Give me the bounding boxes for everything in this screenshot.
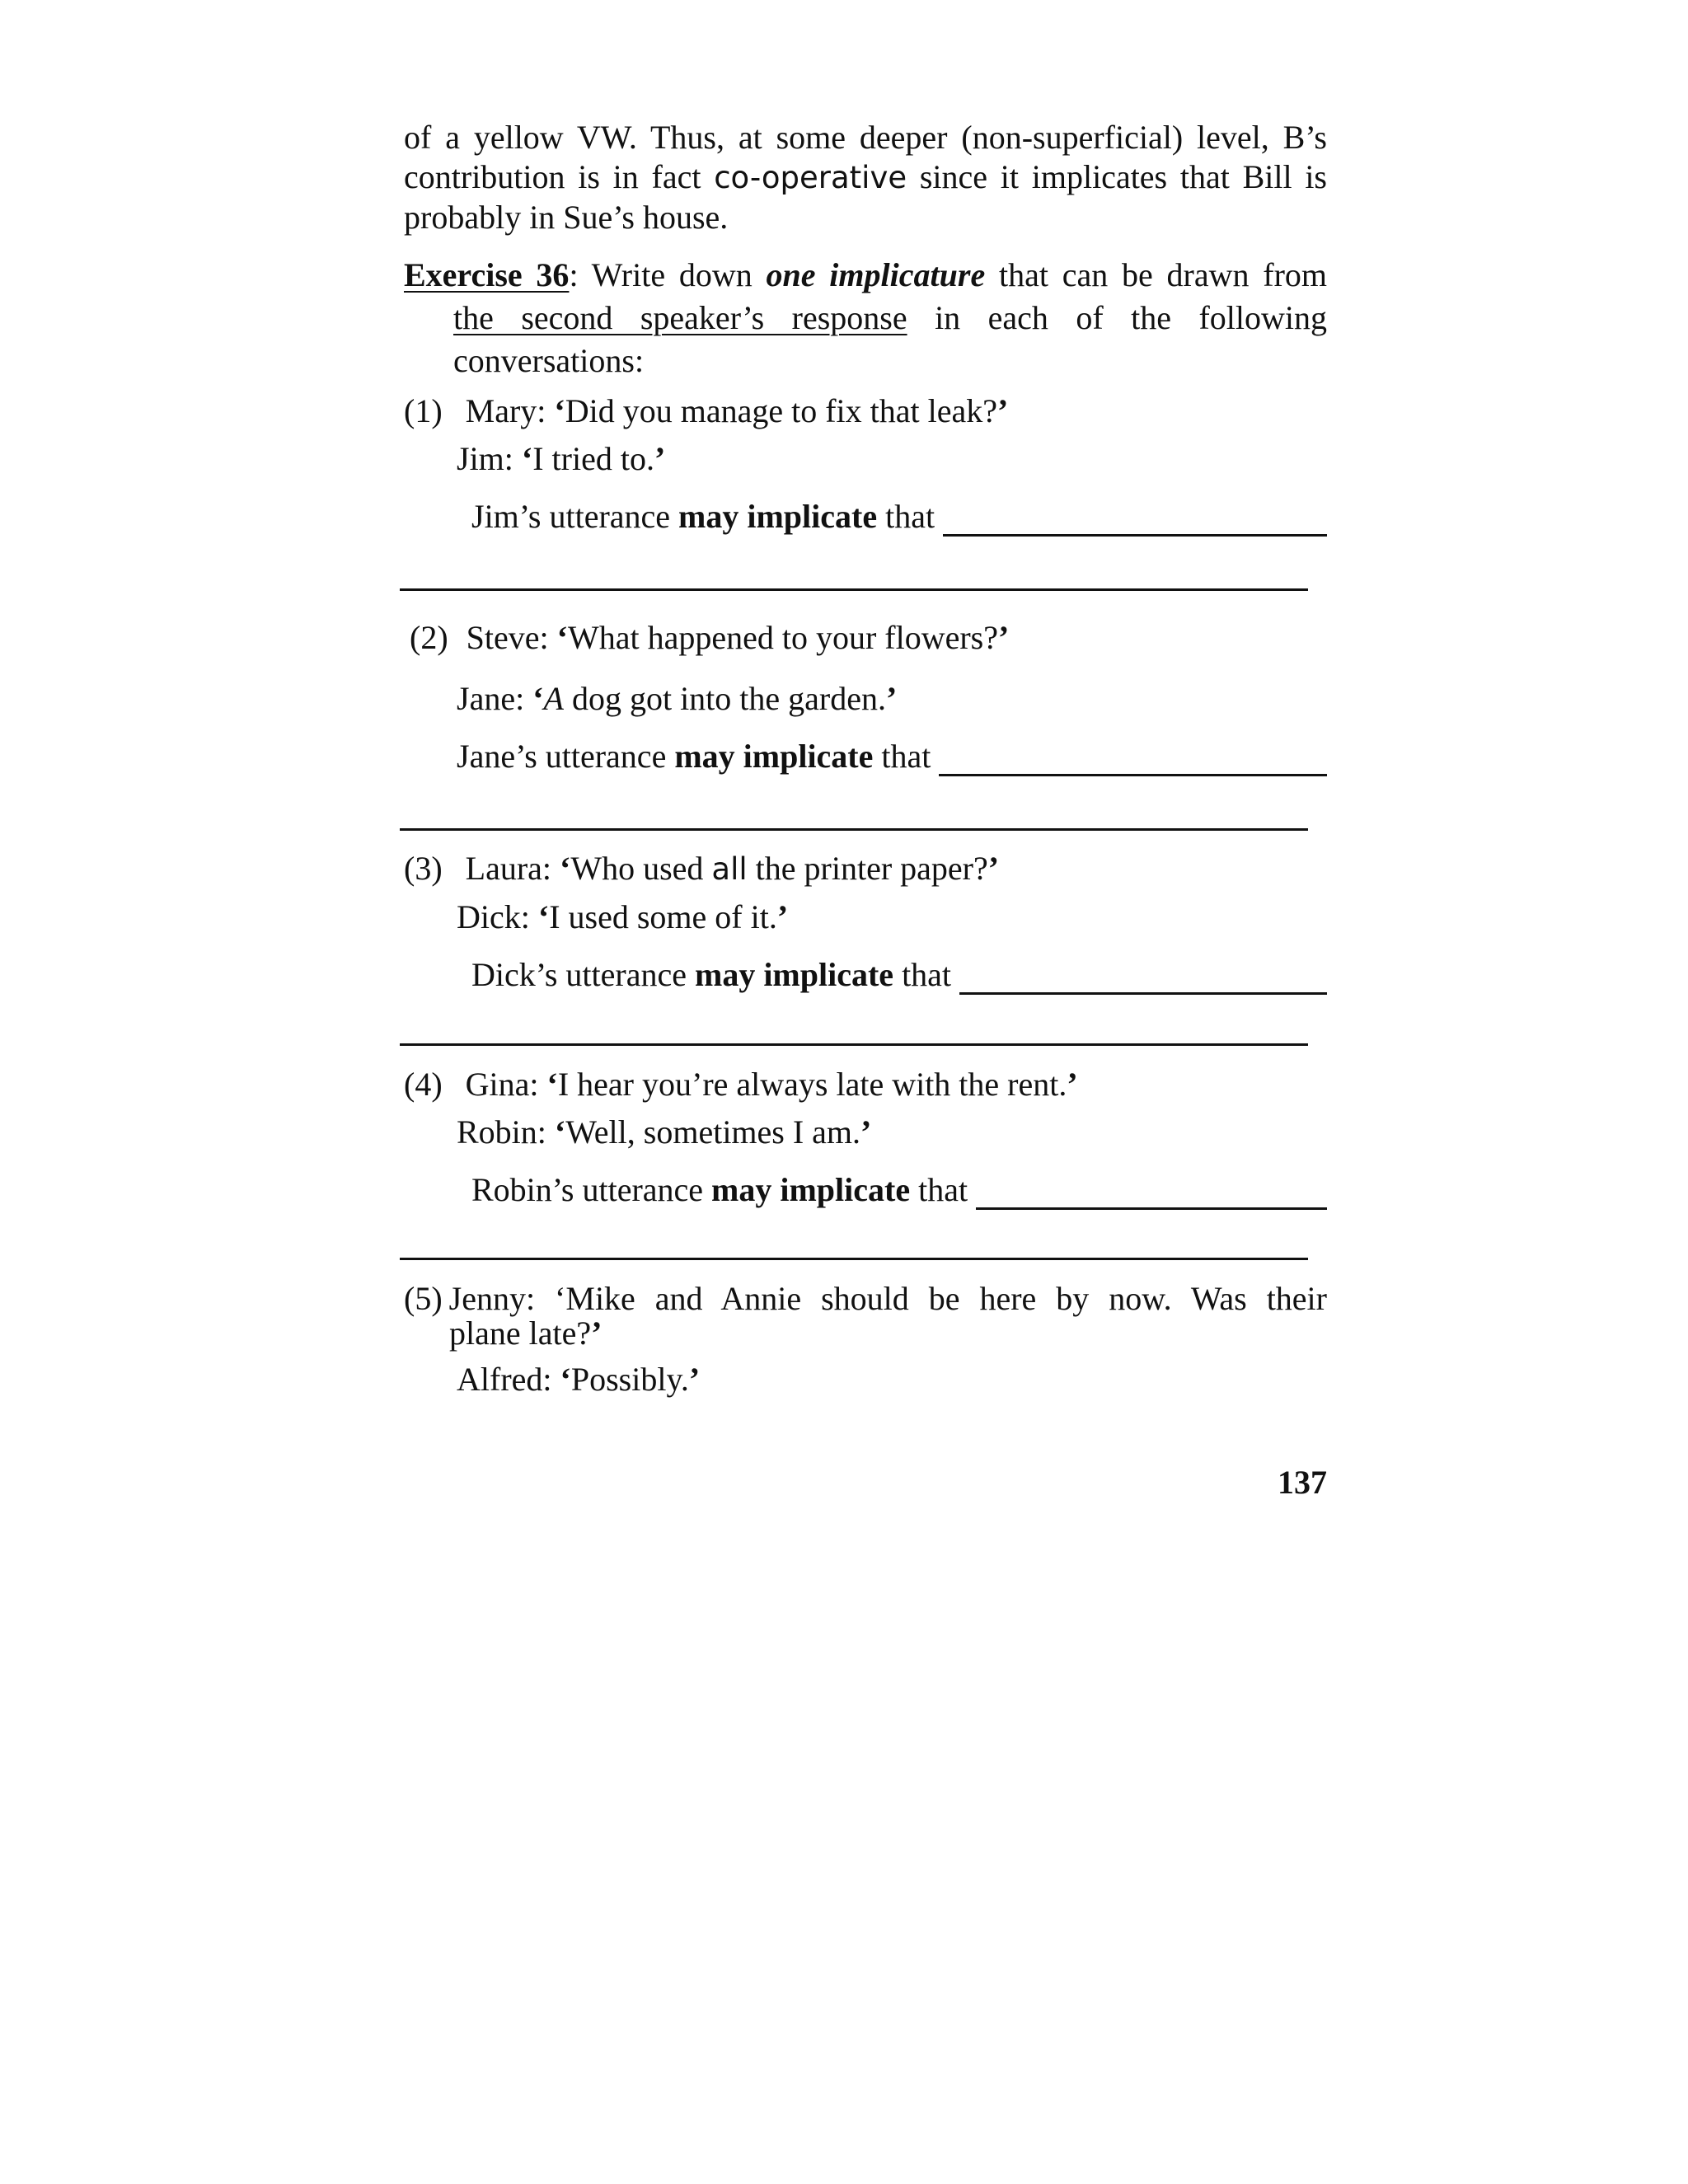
exercise-item <box>404 849 1327 995</box>
prompt-text: Robin’s utterance <box>471 1171 704 1208</box>
quote-mark: ’ <box>1067 1066 1078 1103</box>
answer-blank-line[interactable] <box>400 588 1308 591</box>
prompt-text: that <box>918 1171 968 1208</box>
item-number: (2) <box>410 619 448 656</box>
speaker: Dick: <box>457 898 538 935</box>
speaker: Laura: <box>465 850 560 887</box>
utterance: Jenny: ‘Mike and Annie should be here by now. Was their <box>448 1280 1327 1317</box>
quote-mark: ‘ <box>560 1361 571 1398</box>
speaker: Alfred: <box>457 1361 560 1398</box>
quote-mark: ‘ <box>546 1066 558 1103</box>
question-line <box>404 1279 1327 1319</box>
page-number: 137 <box>1278 1464 1327 1501</box>
intro-paragraph <box>404 118 1327 237</box>
intro-line: probably in Sue’s house. <box>404 199 729 236</box>
speaker: Robin: <box>457 1113 555 1151</box>
prompt-bold: may implicate <box>695 956 894 993</box>
quote-mark: ‘ <box>560 850 571 887</box>
speaker: Mary: <box>465 392 555 429</box>
quote-mark: ’ <box>776 898 789 935</box>
question-line <box>404 849 1327 889</box>
quote-mark: ’ <box>688 1361 701 1398</box>
answer-blank[interactable] <box>976 1178 1327 1210</box>
utterance: dog got into the garden. <box>563 680 886 717</box>
utterance: Well, sometimes I am. <box>565 1113 861 1151</box>
utterance: Who used <box>570 850 712 887</box>
exercise-item <box>404 1065 1327 1210</box>
quote-mark: ’ <box>997 392 1009 429</box>
quote-mark: ‘ <box>554 392 565 429</box>
intro-text: contribution is in fact <box>404 158 701 195</box>
answer-line <box>457 898 1327 937</box>
answer-blank-line[interactable] <box>400 1258 1308 1260</box>
quote-mark: ‘ <box>521 440 533 477</box>
exercise-text: Write down <box>591 256 753 293</box>
speaker: Jane: <box>457 680 533 717</box>
speaker: Jim: <box>457 440 522 477</box>
answer-line <box>457 679 1327 719</box>
intro-line <box>404 157 1327 198</box>
utterance: I tried to. <box>532 440 654 477</box>
exercise-line <box>404 255 1327 295</box>
exercise-item <box>410 618 1327 776</box>
intro-handwritten-word: co-operative <box>714 160 907 195</box>
question-line <box>404 1065 1327 1104</box>
intro-line: of a yellow VW. Thus, at some deeper (non-superficial) level, B’s <box>404 119 1327 156</box>
speaker: Steve: <box>466 619 557 656</box>
utterance: the printer paper? <box>747 850 988 887</box>
answer-line <box>457 1360 1327 1399</box>
prompt-text: that <box>902 956 952 993</box>
utterance-handwritten: all <box>711 851 748 887</box>
quote-mark: ‘ <box>532 680 544 717</box>
exercise-label: Exercise 36 <box>404 256 570 293</box>
quote-mark: ’ <box>860 1113 872 1151</box>
question-line <box>449 1315 1327 1352</box>
answer-blank-line[interactable] <box>400 1043 1308 1046</box>
answer-blank[interactable] <box>959 963 1327 995</box>
utterance: Did you manage to fix that leak? <box>565 392 998 429</box>
quote-mark: ‘ <box>554 1113 566 1151</box>
answer-line <box>457 1113 1327 1152</box>
exercise-item <box>404 391 1327 537</box>
implicature-prompt <box>457 737 1327 776</box>
exercise-line <box>453 298 1327 338</box>
quote-mark: ’ <box>654 440 666 477</box>
exercise-underlined-text: the second speaker’s response <box>453 299 907 336</box>
item-number: (1) <box>404 392 443 429</box>
prompt-text: that <box>881 738 931 775</box>
prompt-text: Dick’s utterance <box>471 956 687 993</box>
answer-line <box>457 439 1327 479</box>
exercise-line: conversations: <box>453 342 645 379</box>
item-number: (4) <box>404 1066 443 1103</box>
prompt-bold: may implicate <box>711 1171 911 1208</box>
exercise-emphasis: one implicature <box>766 256 986 293</box>
quote-mark: ’ <box>886 680 898 717</box>
answer-blank[interactable] <box>939 744 1327 776</box>
intro-text: since it implicates that Bill is <box>919 158 1327 195</box>
implicature-prompt <box>471 497 1327 537</box>
exercise-text: in each of the following <box>935 299 1328 336</box>
answer-blank[interactable] <box>943 504 1327 537</box>
utterance: Possibly. <box>570 1361 689 1398</box>
item-number: (5) <box>404 1280 443 1317</box>
quote-mark: ’ <box>997 619 1010 656</box>
prompt-text: that <box>885 498 935 535</box>
prompt-bold: may implicate <box>674 738 874 775</box>
prompt-bold: may implicate <box>678 498 878 535</box>
answer-blank-line[interactable] <box>400 828 1308 831</box>
prompt-text: Jim’s utterance <box>471 498 671 535</box>
quote-mark: ’ <box>591 1315 603 1352</box>
utterance: I used some of it. <box>549 898 777 935</box>
exercise-item <box>404 1279 1327 1399</box>
utterance: I hear you’re always late with the rent. <box>557 1066 1067 1103</box>
exercise-text: that can be drawn from <box>998 256 1328 293</box>
question-line <box>410 618 1327 658</box>
quote-mark: ’ <box>987 850 1000 887</box>
utterance: What happened to your flowers? <box>567 619 998 656</box>
utterance-italic: A <box>543 680 564 717</box>
exercise-heading <box>404 255 1327 381</box>
question-line <box>404 391 1327 431</box>
quote-mark: ‘ <box>556 619 568 656</box>
utterance: plane late? <box>449 1315 592 1352</box>
prompt-text: Jane’s utterance <box>457 738 667 775</box>
quote-mark: ‘ <box>537 898 550 935</box>
implicature-prompt <box>471 955 1327 995</box>
speaker: Gina: <box>465 1066 547 1103</box>
item-number: (3) <box>404 850 443 887</box>
implicature-prompt <box>471 1170 1327 1210</box>
exercise-colon: : <box>569 256 579 293</box>
